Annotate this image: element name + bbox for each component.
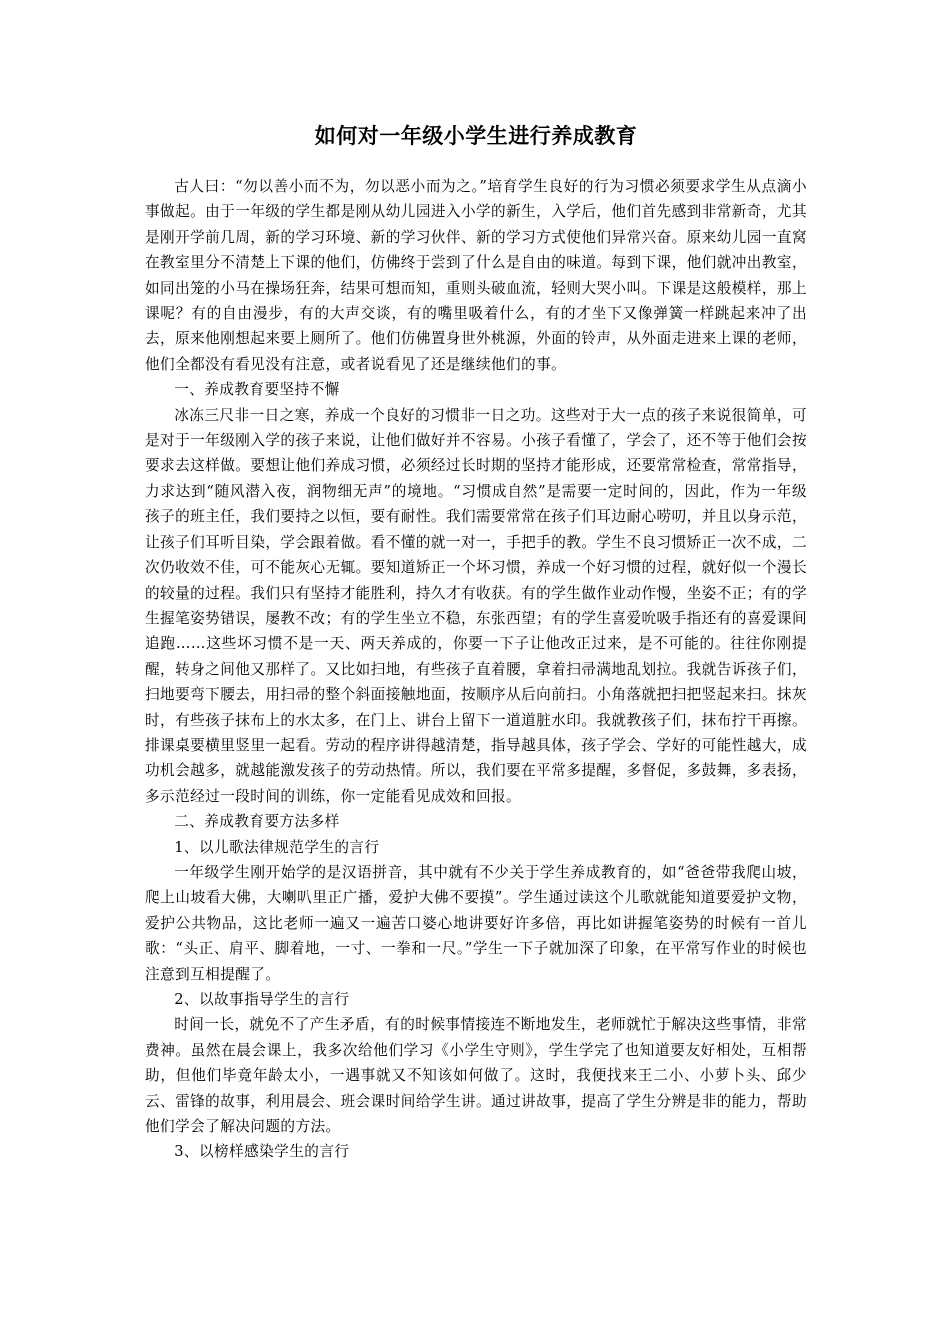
subsection-heading-1: 1、以儿歌法律规范学生的言行 (174, 838, 380, 856)
subsection-heading-2: 2、以故事指导学生的言行 (174, 991, 350, 1008)
document-body (145, 118, 807, 1165)
section-heading-2: 二、养成教育要方法多样 (174, 813, 340, 831)
paragraph-persistence: 冰冻三尺非一日之寒，养成一个良好的习惯非一日之功。这些对于大一点的孩子来说很简单，可是对于一年级刚入学的孩子来说，让他们做好并不容易。小孩子看懂了，学会了，还不等于他们会按要求去这样做。要想让他们养成习惯，必须经过长时期的坚持才能形成，还要常常检查，常常指导，力求达到“随风潜入夜，润物细无声”的境地。“习惯成自然”是需要一定时间的，因此，作为一年级孩子的班主任，我们要持之以恒，要有耐性。我们需要常常在孩子们耳边耐心唠叨，并且以身示范，让孩子们耳听目染，学会跟着做。看不懂的就一对一，手把手的教。学生不良习惯矫正一次不成，二次仍收效不佳，可不能灰心无辄。要知道矫正一个坏习惯，养成一个好习惯的过程，就好似一个漫长的较量的过程。我们只有坚持才能胜利，持久才有收获。有的学生做作业动作慢，坐姿不正；有的学生握笔姿势错误，屡教不改；有的学生坐立不稳，东张西望；有的学生喜爱吮吸手指还有的喜爱课间追跑……这些坏习惯不是一天、两天养成的，你要一下子让他改正过来，是不可能的。往往你刚提醒，转身之间他又那样了。又比如扫地，有些孩子直着腰，拿着扫帚满地乱划拉。我就告诉孩子们，扫地要弯下腰去，用扫帚的整个斜面接触地面，按顺序从后向前扫。小角落就把扫把竖起来扫。抹灰时，有些孩子抹布上的水太多，在门上、讲台上留下一道道脏水印。我就教孩子们，抹布拧干再擦。排课桌要横里竖里一起看。劳动的程序讲得越清楚，指导越具体，孩子学会、学好的可能性越大，成功机会越多，就越能激发孩子的劳动热情。所以，我们要在平常多提醒，多督促，多鼓舞，多表扬，多示范经过一段时间的训练，你一定能看见成效和回报。 (145, 406, 807, 805)
section-heading-1: 一、养成教育要坚持不懈 (174, 381, 340, 399)
paragraph-nursery-rhymes: 一年级学生刚开始学的是汉语拼音，其中就有不少关于学生养成教育的，如“爸爸带我爬山坡，爬上山坡看大佛，大喇叭里正广播，爱护大佛不要摸”。学生通过读这个儿歌就能知道要爱护文物，爱护公共物品，这比老师一遍又一遍苦口婆心地讲要好许多倍，再比如讲握笔姿势的时候有一首儿歌：“头正、肩平、脚着地，一寸、一拳和一尺。”学生一下子就加深了印象，在平常写作业的时候也注意到互相提醒了。 (145, 863, 807, 983)
subsection-heading-3: 3、以榜样感染学生的言行 (174, 1143, 350, 1161)
document-title: 如何对一年级小学生进行养成教育 (314, 124, 638, 148)
document-content (145, 174, 807, 1165)
paragraph-stories: 时间一长，就免不了产生矛盾，有的时候事情接连不断地发生，老师就忙于解决这些事情，非常费神。虽然在晨会课上，我多次给他们学习《小学生守则》，学生学完了也知道要友好相处，互相帮助，但他们毕竟年龄太小，一遇事就又不知该如何做了。这时，我便找来王二小、小萝卜头、邱少云、雷锋的故事，利用晨会、班会课时间给学生讲。通过讲故事，提高了学生分辨是非的能力，帮助他们学会了解决问题的方法。 (145, 1016, 807, 1136)
paragraph-intro: 古人曰：“勿以善小而不为，勿以恶小而为之。”培育学生良好的行为习惯必须要求学生从点滴小事做起。由于一年级的学生都是刚从幼儿园进入小学的新生，入学后，他们首先感到非常新奇，尤其是刚开学前几周，新的学习环境、新的学习伙伴、新的学习方式使他们异常兴奋。原来幼儿园一直窝在教室里分不清楚上下课的他们，仿佛终于尝到了什么是自由的味道。每到下课，他们就冲出教室，如同出笼的小马在操场狂奔，结果可想而知，重则头破血流，轻则大哭小叫。下课是这般模样，那上课呢？有的自由漫步，有的大声交谈，有的嘴里吸着什么，有的才坐下又像弹簧一样跳起来冲了出去，原来他刚想起来要上厕所了。他们仿佛置身世外桃源，外面的铃声，从外面走进来上课的老师，他们全都没有看见没有注意，或者说看见了还是继续他们的事。 (145, 178, 807, 373)
